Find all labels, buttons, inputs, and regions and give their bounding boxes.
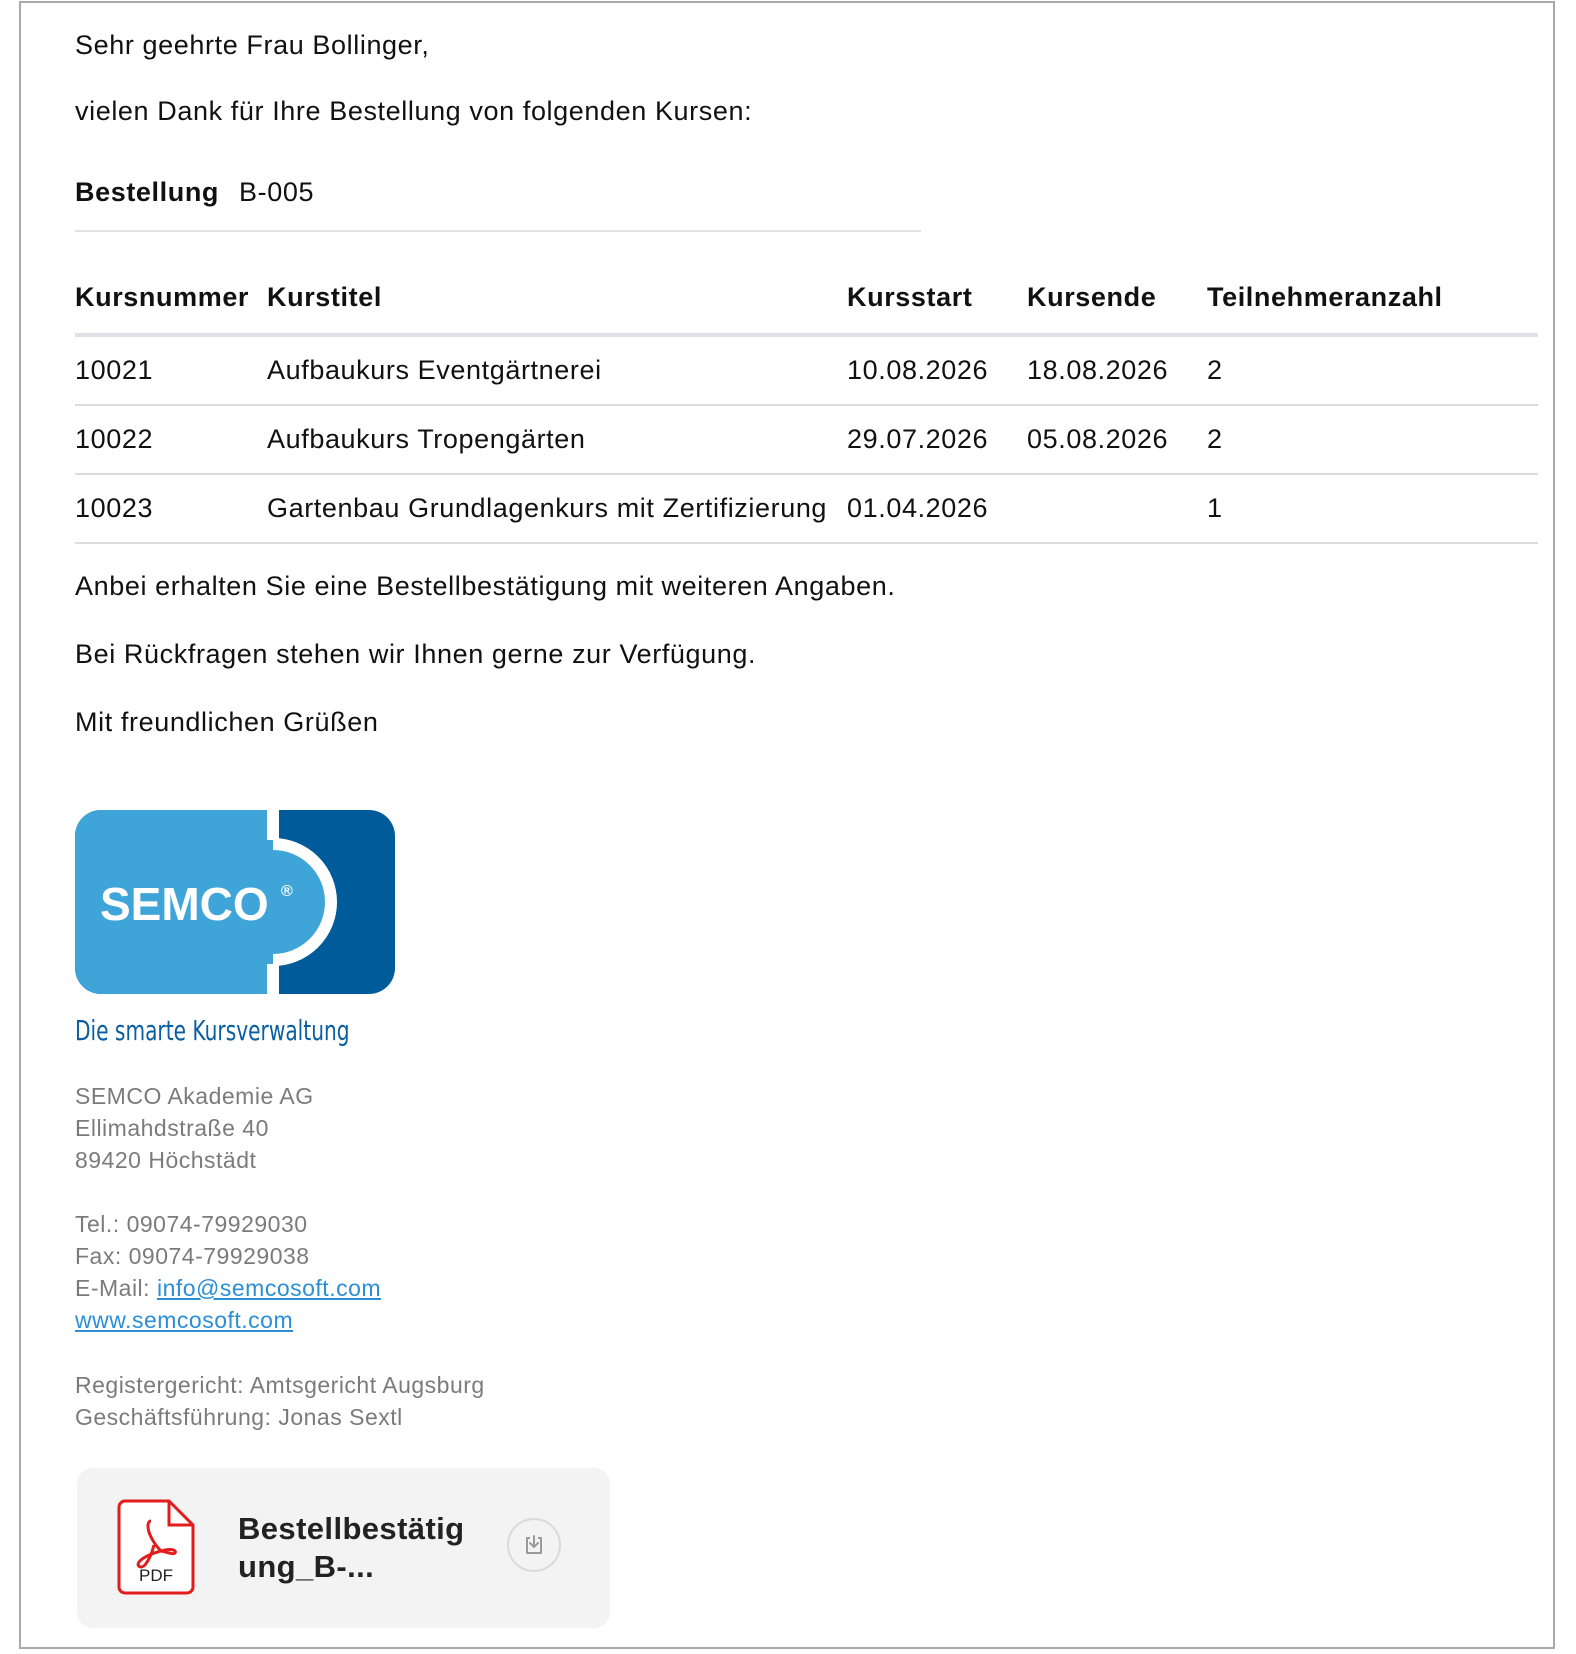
download-icon [522, 1533, 546, 1557]
management: Geschäftsführung: Jonas Sextl [75, 1404, 403, 1430]
company-city: 89420 Höchstädt [75, 1147, 257, 1173]
website-link[interactable]: www.semcosoft.com [75, 1307, 294, 1333]
file-name-line-2: ung_B-... [238, 1549, 375, 1584]
cell-course-end: 18.08.2026 [1027, 335, 1207, 405]
order-number: B-005 [239, 177, 315, 207]
mail-body-frame [19, 1, 1555, 1649]
cell-course-start: 01.04.2026 [847, 474, 1027, 543]
order-label: Bestellung [75, 177, 220, 207]
company-street: Ellimahdstraße 40 [75, 1115, 269, 1141]
cell-participants: 2 [1207, 405, 1538, 474]
closing: Mit freundlichen Grüßen [75, 707, 379, 737]
header-course-number: Kursnummer [75, 261, 267, 335]
semco-logo [75, 810, 395, 994]
header-course-title: Kurstitel [267, 261, 847, 335]
fax-number: Fax: 09074-79929038 [75, 1243, 310, 1269]
email-line [75, 1272, 381, 1304]
email-link[interactable]: info@semcosoft.com [156, 1275, 382, 1301]
header-participants: Teilnehmeranzahl [1207, 261, 1538, 335]
header-course-end: Kursende [1027, 261, 1207, 335]
signature-contact [75, 1208, 381, 1336]
signature-legal [75, 1369, 485, 1433]
logo-tagline: Die smarte Kursverwaltung [75, 1014, 350, 1047]
pdf-type-label: PDF [139, 1566, 173, 1585]
email-label: E-Mail: [75, 1275, 157, 1301]
website-line [75, 1304, 381, 1336]
cell-participants: 2 [1207, 335, 1538, 405]
table-header-row [75, 261, 1538, 335]
course-table [75, 261, 1538, 544]
cell-course-number: 10023 [75, 474, 267, 543]
logo-text: SEMCO [100, 878, 269, 930]
table-row [75, 474, 1538, 543]
phone-number: Tel.: 09074-79929030 [75, 1211, 308, 1237]
cell-participants: 1 [1207, 474, 1538, 543]
file-name-line-1: Bestellbestätig [238, 1511, 465, 1546]
order-line [75, 177, 314, 208]
table-row [75, 405, 1538, 474]
cell-course-start: 10.08.2026 [847, 335, 1027, 405]
header-course-start: Kursstart [847, 261, 1027, 335]
cell-course-title: Gartenbau Grundlagenkurs mit Zertifizierung [267, 474, 847, 543]
cell-course-start: 29.07.2026 [847, 405, 1027, 474]
questions-note: Bei Rückfragen stehen wir Ihnen gerne zur Verfügung. [75, 639, 757, 669]
cell-course-end: 05.08.2026 [1027, 405, 1207, 474]
attachment-note: Anbei erhalten Sie eine Bestellbestätigung mit weiteren Angaben. [75, 571, 896, 601]
order-divider [75, 230, 921, 232]
cell-course-end [1027, 474, 1207, 543]
signature-address [75, 1080, 314, 1176]
pdf-file-icon [117, 1499, 195, 1595]
intro-text: vielen Dank für Ihre Bestellung von folgenden Kursen: [75, 96, 753, 126]
greeting: Sehr geehrte Frau Bollinger, [75, 30, 430, 60]
cell-course-title: Aufbaukurs Tropengärten [267, 405, 847, 474]
cell-course-number: 10022 [75, 405, 267, 474]
register-court: Registergericht: Amtsgericht Augsburg [75, 1372, 485, 1398]
company-name: SEMCO Akademie AG [75, 1083, 314, 1109]
cell-course-title: Aufbaukurs Eventgärtnerei [267, 335, 847, 405]
cell-course-number: 10021 [75, 335, 267, 405]
attachment-file-name [238, 1510, 488, 1586]
pdf-attachment-card[interactable] [77, 1468, 610, 1628]
download-button[interactable] [507, 1518, 561, 1572]
table-row [75, 335, 1538, 405]
logo-registered-mark: ® [281, 883, 293, 900]
